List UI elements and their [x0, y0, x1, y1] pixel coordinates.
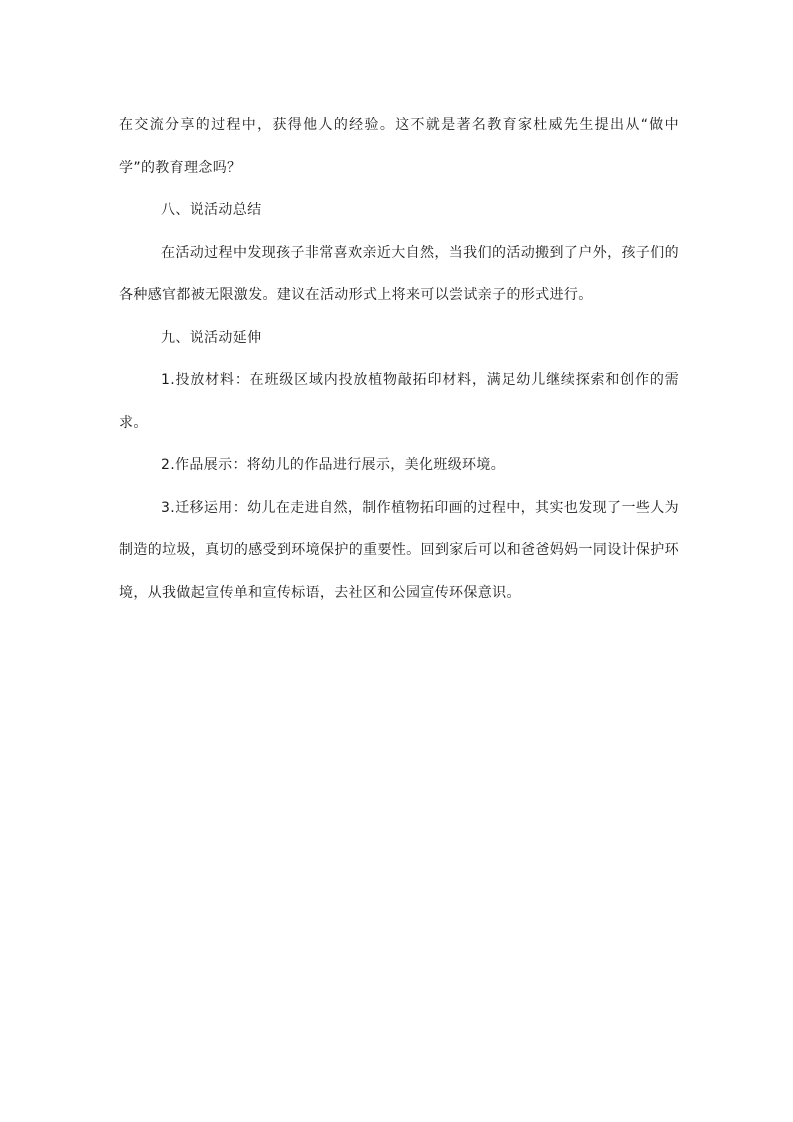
list-item-display: 2.作品展示：将幼儿的作品进行展示，美化班级环境。 [161, 457, 506, 473]
document-body [119, 104, 679, 614]
list-item-transfer: 3.迁移运用：幼儿在走进自然，制作植物拓印画的过程中，其实也发现了一些人为制造的垃圾，真切的感受到环境保护的重要性。回到家后可以和爸爸妈妈一同设计保护环境，从我做起宣传单和宣传标语，去社区和公园宣传环保意识。 [119, 499, 679, 601]
paragraph-summary: 在活动过程中发现孩子非常喜欢亲近大自然，当我们的活动搬到了户外，孩子们的各种感官都被无限激发。建议在活动形式上将来可以尝试亲子的形式进行。 [119, 244, 679, 303]
section-heading-summary: 八、说活动总结 [161, 202, 262, 218]
section-heading-extension: 九、说活动延伸 [161, 329, 262, 346]
list-item-materials: 1.投放材料：在班级区域内投放植物敲拓印材料，满足幼儿继续探索和创作的需求。 [119, 372, 679, 431]
paragraph-continuation: 在交流分享的过程中，获得他人的经验。这不就是著名教育家杜威先生提出从“做中学”的教育理念吗？ [119, 117, 679, 176]
